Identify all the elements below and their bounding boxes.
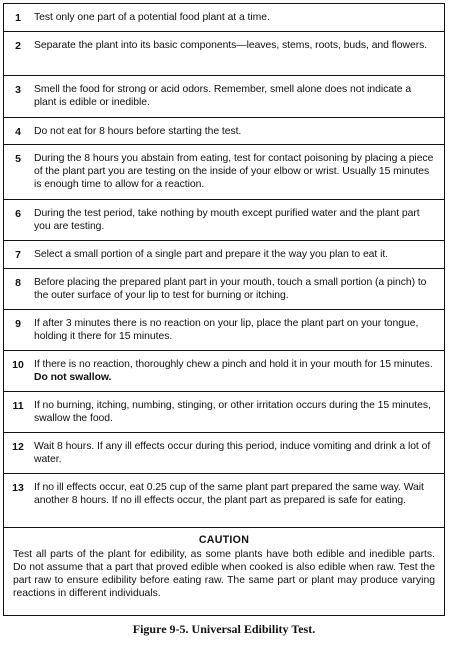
step-number: 4 [15,126,21,138]
step-row [4,474,444,528]
step-text: If no ill effects occur, eat 0.25 cup of the same plant part prepared the same way. Wait another 8 hours. If no ill effects occur, the plant part as prepared is safe for eating. [34,482,424,506]
step-text: If no burning, itching, numbing, stinging, or other irritation occurs during the 15 minutes, swallow the food. [34,400,431,424]
step-text-main: If there is no reaction, thoroughly chew a pinch and hold it in your mouth for 15 minutes. [34,359,433,370]
step-row [4,200,444,241]
step-number: 13 [12,482,24,494]
caution-box [4,528,444,615]
step-warning-text: Do not swallow. [34,372,112,383]
step-number: 11 [12,400,24,412]
step-number: 6 [15,208,21,220]
step-text: Do not eat for 8 hours before starting the test. [34,126,242,137]
step-number: 8 [15,277,21,289]
caution-title: CAUTION [198,534,250,546]
step-number: 12 [12,441,24,453]
step-row [4,241,444,269]
step-number: 10 [12,359,24,371]
step-row [4,310,444,351]
step-row [4,433,444,474]
step-text: During the test period, take nothing by mouth except purified water and the plant part you are testing. [34,208,420,232]
step-row [4,118,444,145]
step-text: During the 8 hours you abstain from eating, test for contact poisoning by placing a piece of the plant part you are testing on the inside of your elbow or wrist. Usually 15 minutes is enough time to allow for a reaction. [34,153,434,190]
step-row [4,145,444,200]
step-number: 1 [15,12,21,24]
caution-text: Test all parts of the plant for edibility, as some plants have both edible and inedible parts. Do not assume that a part that proved edible when cooked is also edible when raw. Test the part raw to ensure edibility before eating raw. The same part or plant may produce varying reactions in different individuals. [13,549,435,599]
step-number: 3 [15,84,21,96]
step-text: If after 3 minutes there is no reaction on your lip, place the plant part on your tongue, holding it there for 15 minutes. [34,318,419,342]
figure-caption: Figure 9-5. Universal Edibility Test. [132,622,316,636]
step-text: Select a small portion of a single part and prepare it the way you plan to eat it. [34,249,389,260]
step-number: 9 [15,318,21,330]
step-number: 7 [15,249,21,261]
step-row [4,392,444,433]
step-text: Wait 8 hours. If any ill effects occur during this period, induce vomiting and drink a lot of water. [34,441,431,465]
edibility-test-table [3,3,445,616]
step-row [4,32,444,76]
step-row [4,4,444,32]
step-text: Separate the plant into its basic components—leaves, stems, roots, buds, and flowers. [34,40,428,51]
step-number: 2 [15,40,21,52]
document-page [3,3,445,637]
step-text [32,351,444,391]
step-number: 5 [15,153,21,165]
step-row [4,269,444,310]
step-text: Before placing the prepared plant part in your mouth, touch a small portion (a pinch) to the outer surface of your lip to test for burning or itching. [34,277,427,301]
step-text: Test only one part of a potential food plant at a time. [34,12,270,23]
step-row [4,76,444,118]
step-text: Smell the food for strong or acid odors. Remember, smell alone does not indicate a plant is edible or inedible. [34,84,412,108]
step-row [4,351,444,392]
